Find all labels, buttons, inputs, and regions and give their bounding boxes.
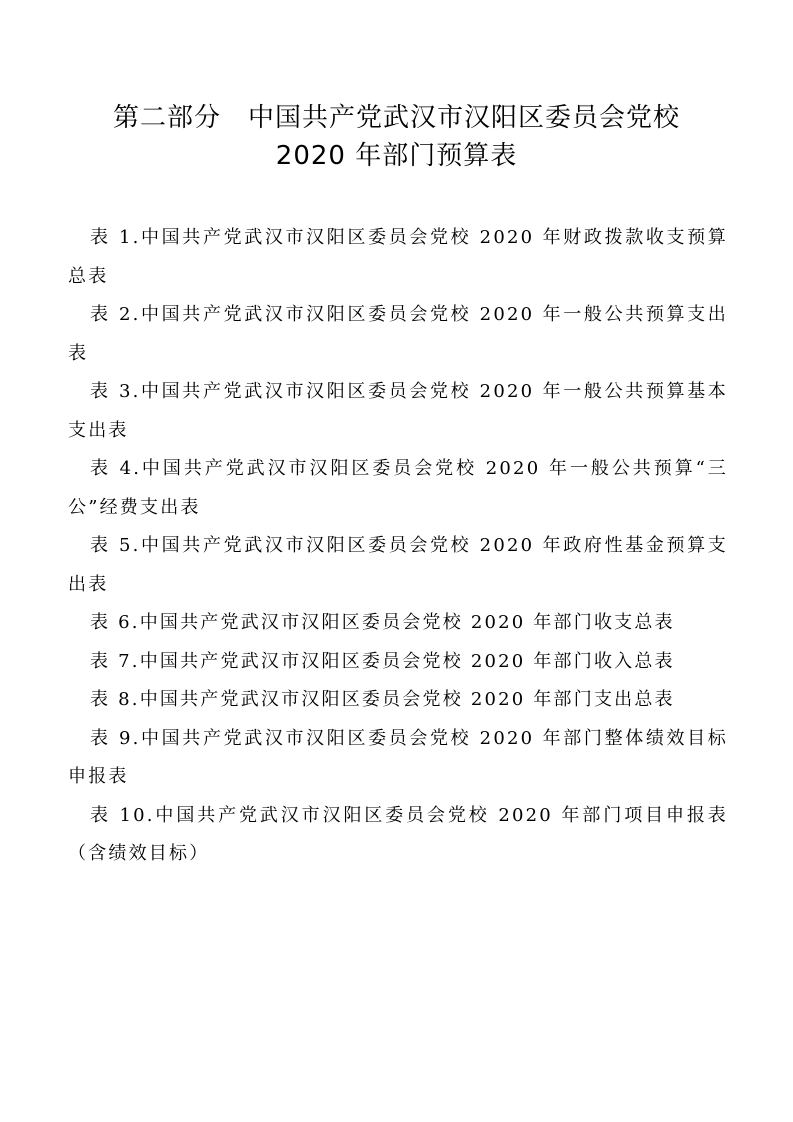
list-item-table-3: 表 3.中国共产党武汉市汉阳区委员会党校 2020 年一般公共预算基本支出表 (68, 381, 728, 441)
list-item-table-1: 表 1.中国共产党武汉市汉阳区委员会党校 2020 年财政拨款收支预算总表 (68, 227, 728, 287)
list-item-table-6: 表 6.中国共产党武汉市汉阳区委员会党校 2020 年部门收支总表 (90, 612, 675, 633)
list-item-table-9: 表 9.中国共产党武汉市汉阳区委员会党校 2020 年部门整体绩效目标申报表 (68, 727, 728, 787)
list-item-table-4: 表 4.中国共产党武汉市汉阳区委员会党校 2020 年一般公共预算“三公”经费支出表 (68, 458, 728, 518)
list-item-table-5: 表 5.中国共产党武汉市汉阳区委员会党校 2020 年政府性基金预算支出表 (68, 535, 728, 595)
table-list (68, 219, 728, 874)
list-item-table-2: 表 2.中国共产党武汉市汉阳区委员会党校 2020 年一般公共预算支出表 (68, 304, 728, 364)
list-item-table-10: 表 10.中国共产党武汉市汉阳区委员会党校 2020 年部门项目申报表（含绩效目标） (68, 804, 728, 864)
list-item-table-8: 表 8.中国共产党武汉市汉阳区委员会党校 2020 年部门支出总表 (90, 689, 675, 710)
document-title-line-1: 第二部分 中国共产党武汉市汉阳区委员会党校 (112, 103, 680, 133)
document-title-line-2: 2020 年部门预算表 (275, 141, 518, 171)
list-item-table-7: 表 7.中国共产党武汉市汉阳区委员会党校 2020 年部门收入总表 (90, 650, 675, 672)
